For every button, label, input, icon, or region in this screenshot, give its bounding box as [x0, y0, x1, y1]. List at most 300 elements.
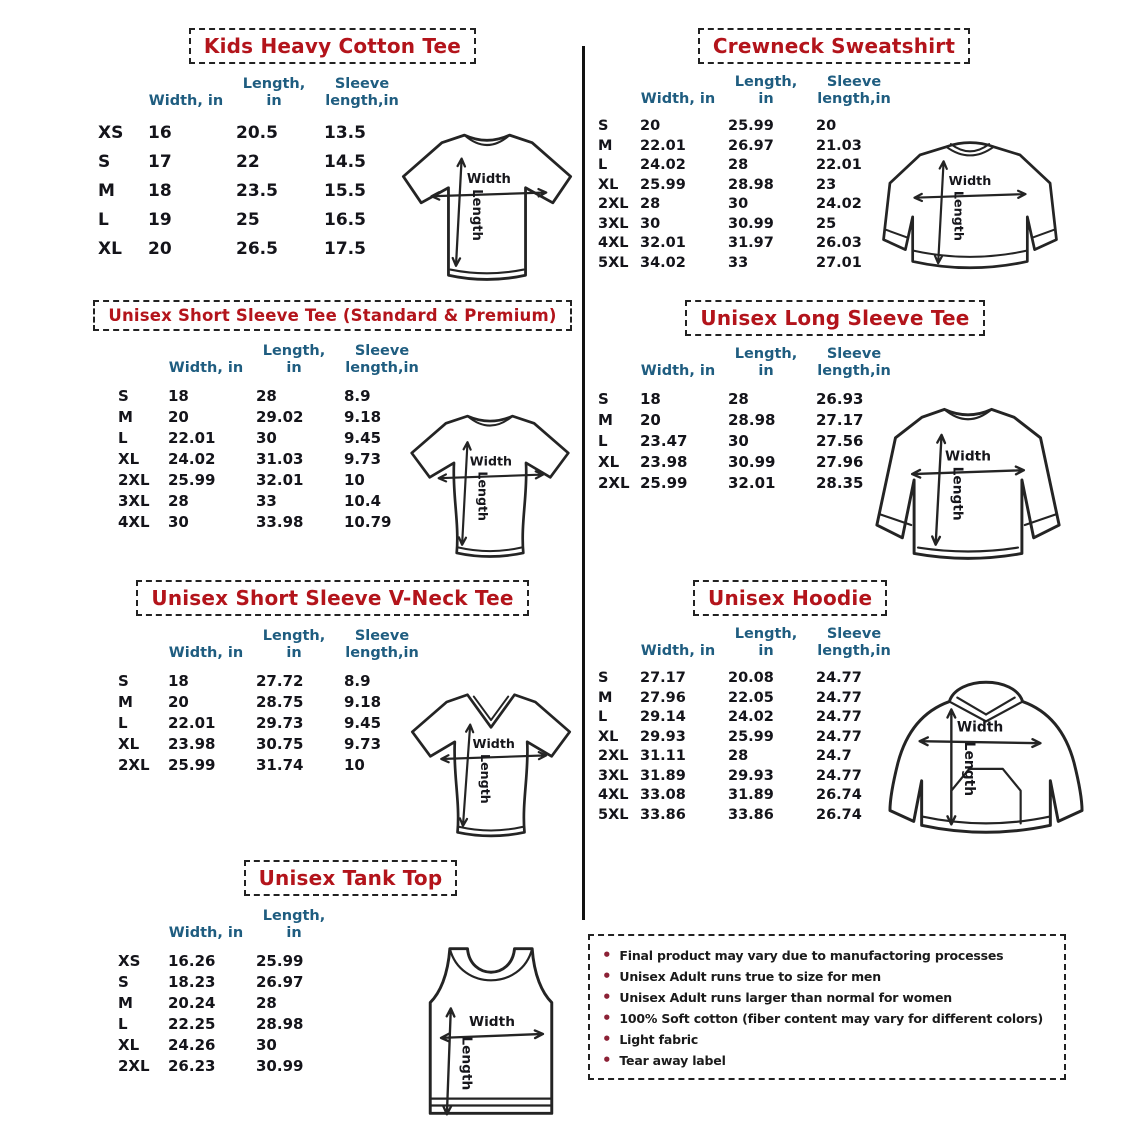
- measurement-cell: 24.7: [816, 748, 852, 765]
- measurement-cell: 31.74: [256, 755, 304, 774]
- size-column-spacer: [116, 908, 162, 950]
- length-arrow-label: Length: [950, 190, 966, 241]
- size-table: [596, 74, 898, 272]
- measurement-cell: 16.26: [168, 951, 216, 970]
- size-label: 5XL: [598, 806, 629, 823]
- vneck-illustration: [396, 664, 586, 854]
- table-row: [116, 490, 426, 511]
- measurement-cell: 9.18: [344, 692, 382, 711]
- note-text: Unisex Adult runs true to size for men: [619, 969, 881, 984]
- table-row: [596, 175, 898, 195]
- table-row: [116, 712, 426, 733]
- measurement-cell: 33.86: [640, 806, 686, 823]
- measurement-cell: 27.72: [256, 671, 304, 690]
- measurement-cell: 13.5: [324, 122, 366, 143]
- table-row: [116, 511, 426, 532]
- size-label: M: [118, 692, 133, 711]
- table-row: [116, 448, 426, 469]
- size-label: 2XL: [118, 755, 150, 774]
- measurement-cell: 27.96: [816, 452, 864, 471]
- tank-illustration: [410, 934, 572, 1130]
- measurement-cell: 30.99: [256, 1056, 304, 1075]
- section-unisex-hoodie: [590, 578, 1092, 860]
- measurement-cell: 25.99: [640, 176, 686, 193]
- section-unisex-short-sleeve-tee-standard-premium: [80, 298, 585, 578]
- measurement-cell: 20: [816, 118, 837, 135]
- column-header: Length, in: [734, 346, 798, 379]
- measurement-cell: 23.98: [168, 734, 216, 753]
- size-table: [596, 626, 898, 824]
- longsleeve-illustration: [856, 380, 1080, 576]
- note-text: Tear away label: [619, 1053, 726, 1068]
- size-label: M: [598, 137, 613, 154]
- length-arrow-label: Length: [458, 1036, 475, 1091]
- tee-illustration: [388, 106, 586, 294]
- measurement-cell: 26.97: [728, 137, 774, 154]
- size-label: L: [598, 157, 608, 174]
- note-item: [602, 1008, 1052, 1029]
- measurement-cell: 28.98: [728, 176, 774, 193]
- hoodie-illustration: [878, 660, 1094, 858]
- measurement-cell: 20.24: [168, 993, 216, 1012]
- column-header: Sleeve length,in: [345, 343, 419, 376]
- measurement-cell: 21.03: [816, 137, 862, 154]
- size-table: [596, 346, 898, 493]
- measurement-cell: 29.93: [728, 767, 774, 784]
- section-title-box: [136, 580, 528, 616]
- measurement-cell: 22.01: [816, 157, 862, 174]
- table-row: [596, 707, 898, 727]
- measurement-cell: 33.98: [256, 512, 304, 531]
- column-header: Width, in: [640, 90, 716, 107]
- table-row: [596, 727, 898, 747]
- measurement-cell: 18: [148, 180, 172, 201]
- size-label: 4XL: [118, 512, 150, 531]
- section-unisex-short-sleeve-v-neck-tee: [80, 578, 585, 858]
- measurement-cell: 28: [640, 196, 661, 213]
- table-row: [116, 971, 338, 992]
- measurement-cell: 20: [168, 407, 189, 426]
- width-arrow-label: Width: [956, 719, 1004, 736]
- length-arrow-label: Length: [478, 754, 494, 804]
- column-header: Width, in: [168, 359, 244, 376]
- size-label: XL: [598, 452, 620, 471]
- section-title-box: [93, 300, 571, 331]
- size-label: 2XL: [598, 473, 630, 492]
- size-label: XS: [98, 122, 124, 143]
- measurement-cell: 20: [640, 410, 661, 429]
- size-label: XL: [118, 1035, 140, 1054]
- measurement-cell: 30: [256, 428, 277, 447]
- column-header: Length, in: [734, 74, 798, 107]
- measurement-cell: 30.75: [256, 734, 304, 753]
- column-header: Length, in: [262, 343, 326, 376]
- column-header: Length, in: [262, 628, 326, 661]
- table-row: [596, 668, 898, 688]
- size-label: L: [598, 431, 608, 450]
- size-label: S: [598, 389, 609, 408]
- measurement-cell: 26.97: [256, 972, 304, 991]
- measurement-cell: 10: [344, 755, 365, 774]
- measurement-cell: 18: [168, 671, 189, 690]
- section-title: Unisex Short Sleeve V-Neck Tee: [151, 586, 514, 610]
- measurement-cell: 31.11: [640, 748, 686, 765]
- size-label: L: [118, 713, 128, 732]
- measurement-cell: 24.77: [816, 689, 862, 706]
- table-row: [596, 451, 898, 472]
- size-label: XL: [118, 449, 140, 468]
- measurement-cell: 24.77: [816, 709, 862, 726]
- measurement-cell: 29.93: [640, 728, 686, 745]
- measurement-cell: 28: [256, 993, 277, 1012]
- section-crewneck-sweatshirt: [590, 26, 1078, 300]
- table-row: [596, 472, 898, 493]
- size-label: XL: [598, 176, 619, 193]
- bullet-icon: •: [602, 988, 612, 1006]
- note-item: [602, 1029, 1052, 1050]
- size-label: S: [118, 671, 129, 690]
- size-label: S: [98, 151, 111, 172]
- table-row: [116, 1034, 338, 1055]
- note-item: [602, 987, 1052, 1008]
- length-arrow-label: Length: [475, 471, 491, 521]
- size-table: [116, 908, 338, 1076]
- section-title-box: [693, 580, 887, 616]
- measurement-cell: 25.99: [728, 118, 774, 135]
- size-label: M: [118, 993, 133, 1012]
- measurement-cell: 30.99: [728, 452, 776, 471]
- size-label: S: [118, 386, 129, 405]
- measurement-cell: 23: [816, 176, 837, 193]
- size-label: L: [118, 428, 128, 447]
- section-kids-heavy-cotton-tee: [80, 26, 585, 300]
- table-row: [596, 785, 898, 805]
- measurement-cell: 33.08: [640, 787, 686, 804]
- table-row: [596, 136, 898, 156]
- measurement-cell: 32.01: [256, 470, 304, 489]
- size-column-spacer: [116, 628, 162, 670]
- size-label: 5XL: [598, 254, 629, 271]
- measurement-cell: 10.79: [344, 512, 392, 531]
- size-table: [116, 343, 426, 532]
- measurement-cell: 26.5: [236, 238, 278, 259]
- measurement-cell: 20.5: [236, 122, 278, 143]
- measurement-cell: 28: [728, 748, 749, 765]
- measurement-cell: 27.17: [640, 670, 686, 687]
- column-header: Sleeve length,in: [817, 74, 891, 107]
- measurement-cell: 22.01: [640, 137, 686, 154]
- size-label: 3XL: [598, 767, 629, 784]
- table-row: [116, 1055, 338, 1076]
- measurement-cell: 33: [256, 491, 277, 510]
- table-row: [596, 155, 898, 175]
- measurement-cell: 27.17: [816, 410, 864, 429]
- section-title-box: [189, 28, 476, 64]
- table-row: [116, 670, 426, 691]
- size-label: M: [98, 180, 115, 201]
- measurement-cell: 26.93: [816, 389, 864, 408]
- section-title: Unisex Short Sleeve Tee (Standard & Premium): [108, 306, 557, 325]
- size-label: L: [98, 209, 109, 230]
- fitted-tee-illustration: [394, 390, 586, 570]
- measurement-cell: 24.02: [816, 196, 862, 213]
- width-arrow-label: Width: [466, 172, 511, 188]
- bullet-icon: •: [602, 967, 612, 985]
- width-arrow-label: Width: [948, 173, 992, 189]
- table-row: [96, 176, 406, 205]
- measurement-cell: 22.01: [168, 713, 216, 732]
- measurement-cell: 30: [256, 1035, 277, 1054]
- width-arrow-label: Width: [472, 736, 515, 752]
- note-text: 100% Soft cotton (fiber content may vary for different colors): [619, 1011, 1044, 1026]
- column-header: Width, in: [148, 92, 224, 109]
- table-row: [96, 234, 406, 263]
- measurement-cell: 22.01: [168, 428, 216, 447]
- measurement-cell: 24.77: [816, 728, 862, 745]
- measurement-cell: 24.77: [816, 767, 862, 784]
- table-row: [116, 406, 426, 427]
- measurement-cell: 16.5: [324, 209, 366, 230]
- measurement-cell: 18: [640, 389, 661, 408]
- table-row: [596, 253, 898, 273]
- measurement-cell: 24.02: [728, 709, 774, 726]
- table-row: [596, 746, 898, 766]
- measurement-cell: 25.99: [168, 470, 216, 489]
- table-row: [116, 992, 338, 1013]
- measurement-cell: 9.18: [344, 407, 382, 426]
- section-title: Kids Heavy Cotton Tee: [203, 34, 462, 58]
- table-row: [116, 733, 426, 754]
- size-label: XL: [98, 238, 122, 259]
- table-row: [116, 1013, 338, 1034]
- table-row: [596, 214, 898, 234]
- section-unisex-tank-top: [80, 858, 585, 1140]
- measurement-cell: 26.74: [816, 806, 862, 823]
- length-arrow-label: Length: [468, 189, 484, 241]
- measurement-cell: 18: [168, 386, 189, 405]
- column-header: Width, in: [640, 362, 716, 379]
- measurement-cell: 25.99: [168, 755, 216, 774]
- measurement-cell: 33: [728, 254, 749, 271]
- bullet-icon: •: [602, 1009, 612, 1027]
- measurement-cell: 34.02: [640, 254, 686, 271]
- bullet-icon: •: [602, 1051, 612, 1069]
- size-label: L: [118, 1014, 128, 1033]
- measurement-cell: 28: [168, 491, 189, 510]
- garment-outline: [877, 409, 1059, 558]
- measurement-cell: 30: [728, 196, 749, 213]
- measurement-cell: 32.01: [640, 235, 686, 252]
- measurement-cell: 8.9: [344, 671, 371, 690]
- measurement-cell: 9.45: [344, 428, 382, 447]
- size-label: 3XL: [598, 215, 629, 232]
- measurement-cell: 33.86: [728, 806, 774, 823]
- measurement-cell: 17.5: [324, 238, 366, 259]
- size-table: [96, 76, 406, 263]
- measurement-cell: 26.23: [168, 1056, 216, 1075]
- column-header: Length, in: [262, 908, 326, 941]
- table-row: [596, 116, 898, 136]
- note-item: [602, 1050, 1052, 1071]
- measurement-cell: 10: [344, 470, 365, 489]
- column-header: Sleeve length,in: [817, 346, 891, 379]
- table-row: [596, 688, 898, 708]
- measurement-cell: 30: [168, 512, 189, 531]
- measurement-cell: 30: [640, 215, 661, 232]
- column-header: Width, in: [168, 924, 244, 941]
- bullet-icon: •: [602, 1030, 612, 1048]
- measurement-cell: 24.26: [168, 1035, 216, 1054]
- measurement-cell: 9.45: [344, 713, 382, 732]
- section-unisex-long-sleeve-tee: [590, 298, 1080, 578]
- measurement-cell: 25.99: [640, 473, 688, 492]
- measurement-cell: 9.73: [344, 449, 382, 468]
- measurement-cell: 28.75: [256, 692, 304, 711]
- column-header: Sleeve length,in: [817, 626, 891, 659]
- size-column-spacer: [116, 343, 162, 385]
- table-row: [96, 205, 406, 234]
- table-row: [116, 754, 426, 775]
- notes-box: [588, 934, 1066, 1080]
- width-arrow-label: Width: [468, 1014, 515, 1031]
- size-column-spacer: [596, 626, 634, 668]
- note-text: Light fabric: [619, 1032, 699, 1047]
- width-arrow-label: Width: [469, 453, 513, 469]
- note-text: Final product may vary due to manufactoring processes: [619, 948, 1004, 963]
- size-label: 4XL: [598, 235, 629, 252]
- measurement-cell: 10.4: [344, 491, 382, 510]
- measurement-cell: 23.5: [236, 180, 278, 201]
- garment-outline: [403, 135, 570, 279]
- measurement-cell: 26.74: [816, 787, 862, 804]
- section-title-box: [244, 860, 458, 896]
- table-row: [596, 430, 898, 451]
- size-label: 2XL: [598, 748, 629, 765]
- column-header: Length, in: [734, 626, 798, 659]
- measurement-cell: 23.47: [640, 431, 688, 450]
- note-item: [602, 945, 1052, 966]
- size-label: 4XL: [598, 787, 629, 804]
- measurement-cell: 22.25: [168, 1014, 216, 1033]
- table-row: [596, 805, 898, 825]
- size-label: S: [598, 118, 609, 135]
- measurement-cell: 31.97: [728, 235, 774, 252]
- size-column-spacer: [96, 76, 142, 118]
- measurement-cell: 20: [640, 118, 661, 135]
- measurement-cell: 25: [236, 209, 260, 230]
- measurement-cell: 15.5: [324, 180, 366, 201]
- measurement-cell: 18.23: [168, 972, 216, 991]
- measurement-cell: 29.02: [256, 407, 304, 426]
- size-label: S: [598, 670, 609, 687]
- measurement-cell: 28: [256, 386, 277, 405]
- table-row: [596, 766, 898, 786]
- table-row: [96, 118, 406, 147]
- measurement-cell: 30.99: [728, 215, 774, 232]
- table-row: [116, 691, 426, 712]
- measurement-cell: 30: [728, 431, 749, 450]
- note-text: Unisex Adult runs larger than normal for women: [619, 990, 952, 1005]
- notes-list: [602, 945, 1052, 1071]
- table-row: [116, 950, 338, 971]
- measurement-cell: 27.56: [816, 431, 864, 450]
- measurement-cell: 26.03: [816, 235, 862, 252]
- measurement-cell: 23.98: [640, 452, 688, 471]
- table-row: [116, 385, 426, 406]
- column-header: Sleeve length,in: [345, 628, 419, 661]
- note-item: [602, 966, 1052, 987]
- table-row: [96, 147, 406, 176]
- table-row: [116, 427, 426, 448]
- measurement-cell: 22.05: [728, 689, 774, 706]
- measurement-cell: 31.03: [256, 449, 304, 468]
- measurement-cell: 24.77: [816, 670, 862, 687]
- width-arrow-label: Width: [945, 448, 991, 465]
- table-row: [596, 194, 898, 214]
- measurement-cell: 25.99: [728, 728, 774, 745]
- measurement-cell: 9.73: [344, 734, 382, 753]
- size-table: [116, 628, 426, 775]
- length-arrow-label: Length: [961, 741, 978, 797]
- section-title: Unisex Hoodie: [708, 586, 873, 610]
- length-arrow-label: Length: [949, 466, 966, 521]
- table-row: [596, 233, 898, 253]
- measurement-cell: 27.96: [640, 689, 686, 706]
- size-label: 2XL: [598, 196, 629, 213]
- measurement-cell: 28.35: [816, 473, 864, 492]
- measurement-cell: 31.89: [640, 767, 686, 784]
- measurement-cell: 8.9: [344, 386, 371, 405]
- size-label: 2XL: [118, 470, 150, 489]
- measurement-cell: 25.99: [256, 951, 304, 970]
- measurement-cell: 14.5: [324, 151, 366, 172]
- section-title: Unisex Long Sleeve Tee: [700, 306, 970, 330]
- measurement-cell: 29.14: [640, 709, 686, 726]
- section-title: Unisex Tank Top: [258, 866, 443, 890]
- measurement-cell: 20.08: [728, 670, 774, 687]
- column-header: Sleeve length,in: [325, 76, 399, 109]
- size-label: M: [598, 410, 613, 429]
- column-header: Length, in: [242, 76, 306, 109]
- measurement-cell: 28: [728, 389, 749, 408]
- size-label: 2XL: [118, 1056, 150, 1075]
- measurement-cell: 19: [148, 209, 172, 230]
- measurement-cell: 25: [816, 215, 837, 232]
- garment-outline: [884, 143, 1057, 268]
- measurement-cell: 17: [148, 151, 172, 172]
- size-column-spacer: [596, 346, 634, 388]
- size-label: S: [118, 972, 129, 991]
- measurement-cell: 27.01: [816, 254, 862, 271]
- measurement-cell: 24.02: [168, 449, 216, 468]
- size-label: L: [598, 709, 608, 726]
- measurement-cell: 24.02: [640, 157, 686, 174]
- size-column-spacer: [596, 74, 634, 116]
- column-header: Width, in: [640, 642, 716, 659]
- measurement-cell: 16: [148, 122, 172, 143]
- measurement-cell: 29.73: [256, 713, 304, 732]
- table-row: [596, 409, 898, 430]
- section-title-box: [698, 28, 970, 64]
- garment-outline: [890, 682, 1082, 832]
- measurement-cell: 31.89: [728, 787, 774, 804]
- measurement-cell: 28: [728, 157, 749, 174]
- measurement-cell: 22: [236, 151, 260, 172]
- section-title-box: [685, 300, 984, 336]
- table-row: [116, 469, 426, 490]
- size-label: XL: [598, 728, 619, 745]
- crewneck-illustration: [862, 114, 1078, 296]
